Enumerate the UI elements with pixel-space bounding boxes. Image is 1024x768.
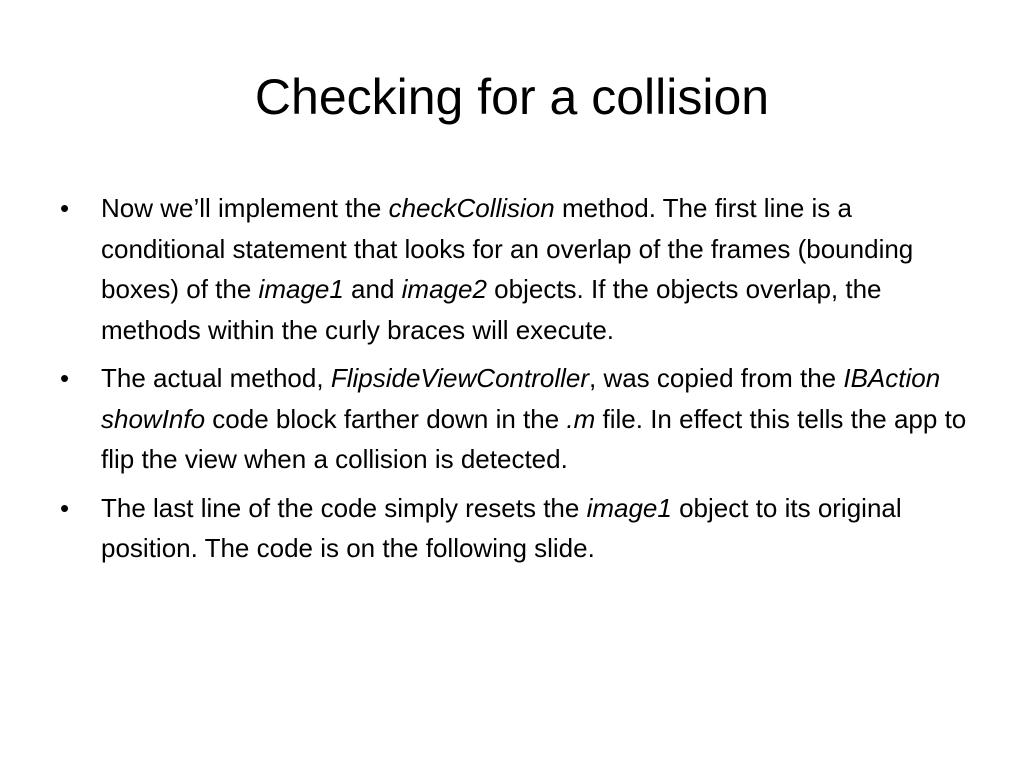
- slide-title: Checking for a collision: [254, 69, 770, 125]
- bullet-icon: •: [60, 193, 70, 223]
- bullet-icon: •: [60, 363, 70, 393]
- bullet-text: [101, 493, 902, 564]
- text-segment: method. The first line is a conditional statement that looks for an overlap of the frames (bounding boxes) of the: [101, 193, 914, 304]
- bullet-icon: •: [60, 492, 70, 523]
- italic-segment: image2: [401, 274, 487, 304]
- italic-segment: checkCollision: [388, 193, 555, 223]
- text-segment: The last line of the code simply resets the: [101, 492, 587, 523]
- bullet-text: [101, 363, 966, 474]
- text-segment: and: [343, 274, 402, 304]
- italic-segment: FlipsideViewController: [330, 363, 589, 393]
- italic-segment: IBAction showInfo: [101, 363, 941, 434]
- italic-segment: image1: [258, 274, 344, 304]
- text-segment: The actual method,: [101, 363, 331, 393]
- bullet-list: [60, 188, 980, 577]
- text-segment: , was copied from the: [589, 363, 844, 393]
- bullet-item: [60, 488, 980, 569]
- bullet-item: [60, 188, 980, 350]
- text-segment: object to its original position. The code is on the following slide.: [101, 492, 902, 563]
- text-segment: objects. If the objects overlap, the methods within the curly braces will execute.: [101, 274, 882, 345]
- text-segment: code block farther down in the: [205, 403, 567, 434]
- italic-segment: image1: [586, 492, 672, 523]
- bullet-item: [60, 358, 980, 480]
- text-segment: file. In effect this tells the app to flip the view when a collision is detected.: [101, 403, 967, 474]
- bullet-text: [101, 193, 913, 345]
- text-segment: Now we’ll implement the: [101, 193, 389, 223]
- italic-segment: .m: [566, 403, 596, 434]
